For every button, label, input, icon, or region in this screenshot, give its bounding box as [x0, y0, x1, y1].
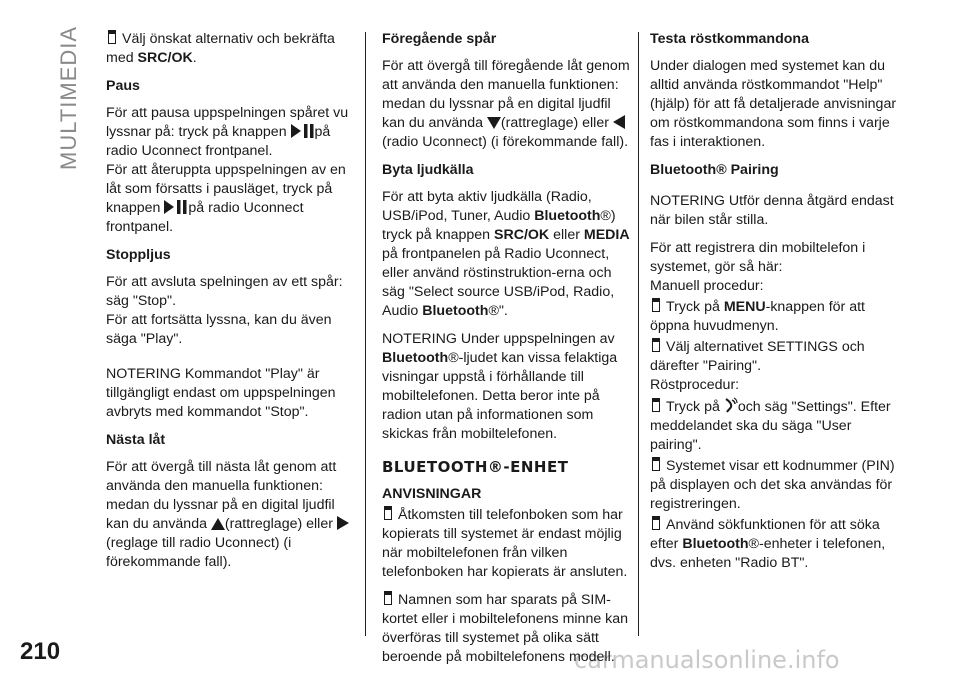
watermark: carmanualsonline.info: [574, 646, 840, 674]
paragraph: Manuell procedur:: [650, 278, 764, 294]
bullet-icon: [652, 298, 660, 312]
page-number: 210: [20, 638, 61, 665]
bullet-icon: [652, 398, 660, 412]
column-2: [382, 30, 632, 676]
column-1: [106, 30, 356, 581]
bullet-icon: [108, 30, 116, 44]
triangle-right-icon: [337, 516, 349, 530]
bullet-item: Åtkomsten till telefonboken som har kopierats till systemet är endast möjlig när mobiltelefonen från vilken telefonboken har kopierats är ansluten.: [382, 507, 628, 580]
triangle-down-icon: [487, 117, 501, 129]
paragraph: För att övergå till nästa låt genom att använda den manuella funktionen: medan du lyssnar på en digital ljudfil kan du använda (rattreglage) eller (reglage till radio Uconnect) (i förekommande fall).: [106, 458, 356, 572]
note: NOTERING Utför denna åtgärd endast när bilen står stilla.: [650, 193, 894, 228]
section-label: MULTIMEDIA: [56, 26, 81, 171]
play-pause-icon: [291, 124, 315, 138]
paragraph: För att byta aktiv ljudkälla (Radio, USB/iPod, Tuner, Audio Bluetooth®) tryck på knappen SRC/OK eller MEDIA på frontpanelen på Radio Uconnect, eller använd röstinstruktion-erna och säg "Select source USB/iPod, Radio, Audio Bluetooth®".: [382, 189, 630, 319]
triangle-left-icon: [613, 115, 625, 129]
bullet-item: Tryck på MENU-knappen för att öppna huvudmenyn.: [650, 299, 865, 334]
column-divider: [638, 32, 639, 636]
bullet-icon: [652, 338, 660, 352]
paragraph: För att fortsätta lyssna, kan du även säga "Play".: [106, 312, 332, 347]
heading-nasta-lat: Nästa låt: [106, 432, 166, 448]
paragraph: För att återuppta uppspelningen av en låt som försatts i pausläget, tryck på knappen på radio Uconnect frontpanel.: [106, 162, 346, 235]
heading-foregaende-spar: Föregående spår: [382, 31, 497, 47]
column-divider: [365, 32, 366, 636]
heading-testa-rostkommandona: Testa röstkommandona: [650, 31, 809, 47]
note: NOTERING Kommandot "Play" är tillgängligt endast om uppspelningen avbryts med kommandot "Stop".: [106, 366, 336, 420]
bullet-item: Välj alternativet SETTINGS och därefter "Pairing".: [650, 339, 865, 374]
paragraph: För att registrera din mobiltelefon i systemet, gör så här:: [650, 240, 866, 275]
note: NOTERING Under uppspelningen av Bluetooth®-ljudet kan vissa felaktiga visningar uppstå i förhållande till mobiltelefonen. Detta beror inte på radion utan på informationen som skickas från mobiltelefonen.: [382, 331, 618, 442]
bullet-icon: [384, 591, 392, 605]
heading-byta-ljudkalla: Byta ljudkälla: [382, 162, 474, 178]
paragraph: Under dialogen med systemet kan du alltid använda röstkommandot "Help" (hjälp) för att få detaljerade anvisningar om röstkommandona som finns i varje fas i interaktionen.: [650, 58, 897, 150]
play-pause-icon: [164, 200, 188, 214]
bullet-item: Systemet visar ett kodnummer (PIN) på displayen och det ska användas för registreringen.: [650, 458, 895, 512]
heading-anvisningar: ANVISNINGAR: [382, 486, 482, 502]
bullet-item: Tryck på och säg "Settings". Efter meddelandet ska du säga "User pairing".: [650, 399, 891, 453]
column-3: [650, 30, 900, 582]
heading-stoppljus: Stoppljus: [106, 247, 171, 263]
paragraph: Röstprocedur:: [650, 377, 740, 393]
section-heading: BLUETOOTH®-ENHET: [382, 458, 569, 476]
triangle-up-icon: [211, 518, 225, 530]
bullet-item: Använd sökfunktionen för att söka efter Bluetooth®-enheter i telefonen, dvs. enheten "Radio BT".: [650, 517, 886, 571]
bullet-icon: [652, 516, 660, 530]
voice-command-icon: [724, 397, 738, 413]
heading-paus: Paus: [106, 78, 140, 94]
bullet-icon: [652, 457, 660, 471]
paragraph: För att avsluta spelningen av ett spår: säg "Stop".: [106, 274, 343, 309]
bullet-icon: [384, 506, 392, 520]
bullet-item: Namnen som har sparats på SIM-kortet eller i mobiltelefonens minne kan överföras till systemet på olika sätt beroende på mobiltelefonens modell.: [382, 592, 629, 665]
bullet-item: Välj önskat alternativ och bekräfta med SRC/OK.: [106, 31, 335, 66]
paragraph: För att övergå till föregående låt genom att använda den manuella funktionen: medan du lyssnar på en digital ljudfil kan du använda (rattreglage) eller (radio Uconnect) (i förekommande fall).: [382, 58, 630, 150]
paragraph: För att pausa uppspelningen spåret vu lyssnar på: tryck på knappen på radio Uconnect frontpanel.: [106, 105, 349, 159]
heading-bluetooth-pairing: Bluetooth® Pairing: [650, 162, 779, 178]
